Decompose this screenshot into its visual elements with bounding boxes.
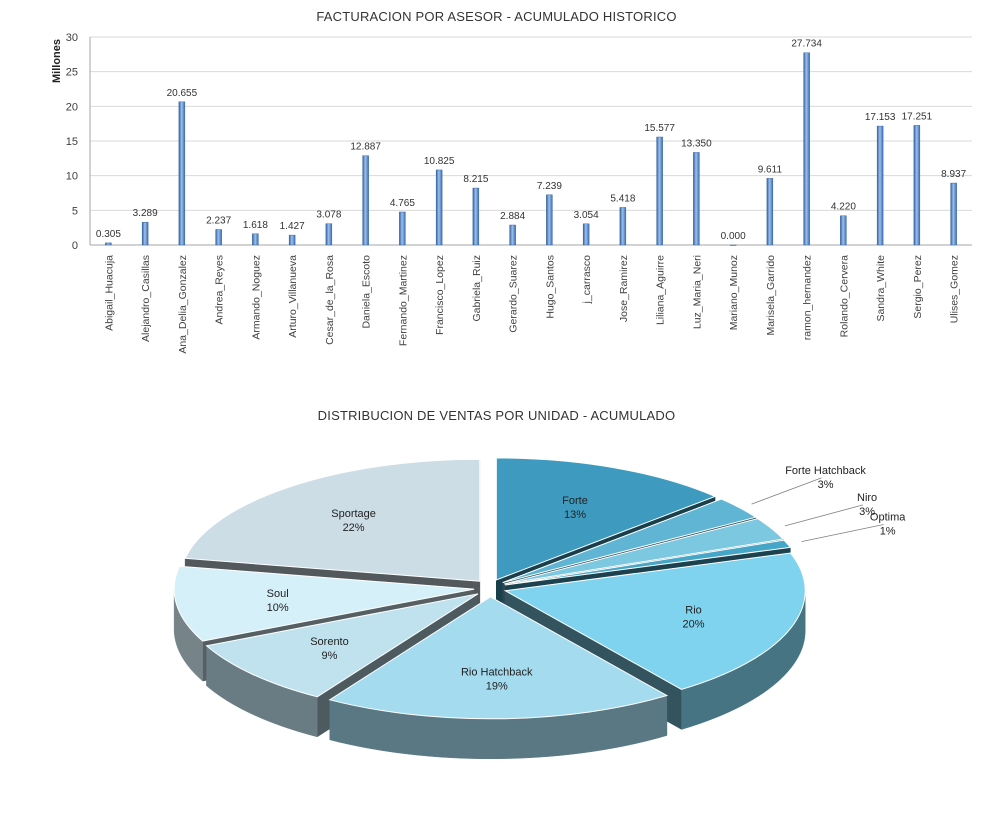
y-tick-label: 25 (65, 66, 78, 79)
y-tick-label: 15 (65, 136, 78, 148)
category-label: Alejandro_Casillas (140, 255, 153, 342)
slice-percent: 10% (266, 602, 289, 615)
data-label: 10.825 (423, 155, 455, 167)
slice-label: Rio (685, 604, 702, 617)
category-label: Marisela_Garrido (764, 255, 777, 336)
leader-line (785, 505, 863, 526)
y-tick-label: 0 (71, 240, 78, 252)
data-label: 2.884 (500, 211, 526, 223)
data-label: 5.418 (610, 193, 636, 205)
data-label: 7.239 (536, 180, 562, 192)
slice-percent: 19% (485, 680, 508, 693)
leader-line (801, 524, 883, 541)
data-label: 12.887 (350, 141, 381, 153)
slice-percent: 3% (859, 505, 876, 518)
slice-label: Sorento (310, 636, 349, 649)
data-label: 27.734 (791, 38, 822, 50)
leader-line (752, 478, 822, 504)
data-label: 17.251 (901, 111, 933, 123)
data-label: 17.153 (864, 112, 896, 124)
category-label: Mariano_Munoz (728, 255, 741, 331)
slice-percent: 1% (879, 525, 896, 538)
slice-percent: 13% (563, 509, 587, 522)
data-label: 15.577 (644, 122, 675, 134)
data-label: 0.305 (95, 228, 121, 240)
category-label: Hugo_Santos (544, 255, 557, 319)
slice-percent: 20% (682, 618, 705, 631)
slice-label: Rio Hatchback (460, 666, 533, 679)
category-label: ramon_hernandez (801, 255, 814, 341)
data-label: 13.350 (681, 138, 712, 150)
data-label: 8.937 (941, 169, 967, 181)
data-label: 1.427 (279, 221, 305, 233)
y-tick-label: 5 (71, 205, 78, 218)
data-label: 4.220 (830, 201, 856, 213)
data-label: 3.078 (316, 209, 342, 221)
category-label: j_carrasco (581, 255, 594, 304)
slice-label: Forte Hatchback (785, 464, 866, 477)
category-label: Sandra_White (875, 255, 888, 322)
data-label: 1.618 (242, 219, 268, 231)
slice-label: Forte (562, 495, 588, 508)
data-label: 3.289 (132, 208, 158, 220)
y-tick-label: 10 (65, 170, 78, 183)
slice-label: Soul (266, 588, 289, 601)
category-label: Gabriela_Ruiz (470, 255, 483, 322)
slice-percent: 3% (817, 478, 834, 491)
data-label: 0.000 (720, 231, 746, 242)
y-axis-label: Millones (51, 38, 63, 84)
data-label: 4.765 (389, 197, 415, 209)
data-label: 2.237 (206, 215, 232, 227)
category-label: Abigail_Huacuja (103, 255, 116, 331)
category-label: Ulises_Gomez (948, 255, 961, 324)
data-label: 9.611 (757, 164, 783, 176)
category-label: Ana_Delia_Gonzalez (176, 255, 189, 354)
category-label: Arturo_Villanueva (287, 255, 300, 338)
category-label: Andrea_Reyes (213, 255, 226, 325)
slice-label: Sportage (331, 508, 376, 521)
category-label: Jose_Ramirez (617, 255, 630, 323)
slice-percent: 9% (321, 650, 338, 663)
category-label: Luz_Maria_Neri (691, 255, 704, 330)
slice-label: Optima (869, 511, 906, 524)
y-tick-label: 30 (65, 32, 78, 44)
slice-percent: 22% (342, 522, 365, 535)
pie-chart-title: DISTRIBUCION DE VENTAS POR UNIDAD - ACUMULADO (317, 408, 676, 423)
category-label: Liliana_Aguirre (654, 255, 667, 326)
category-label: Daniela_Escoto (360, 255, 373, 329)
category-label: Gerardo_Suarez (507, 255, 520, 333)
y-tick-label: 20 (65, 101, 78, 114)
data-label: 8.215 (463, 174, 489, 186)
category-label: Armando_Noguez (250, 255, 263, 340)
slice-label: Niro (857, 491, 878, 504)
data-label: 20.655 (166, 87, 198, 99)
bar-chart-title: FACTURACION POR ASESOR - ACUMULADO HISTORICO (316, 9, 677, 24)
category-label: Sergio_Perez (911, 255, 924, 319)
category-label: Francisco_Lopez (434, 255, 447, 335)
data-label: 3.054 (573, 209, 599, 221)
category-label: Cesar_de_la_Rosa (323, 255, 336, 345)
category-label: Fernando_Martinez (397, 255, 410, 347)
category-label: Rolando_Cervera (838, 255, 851, 338)
